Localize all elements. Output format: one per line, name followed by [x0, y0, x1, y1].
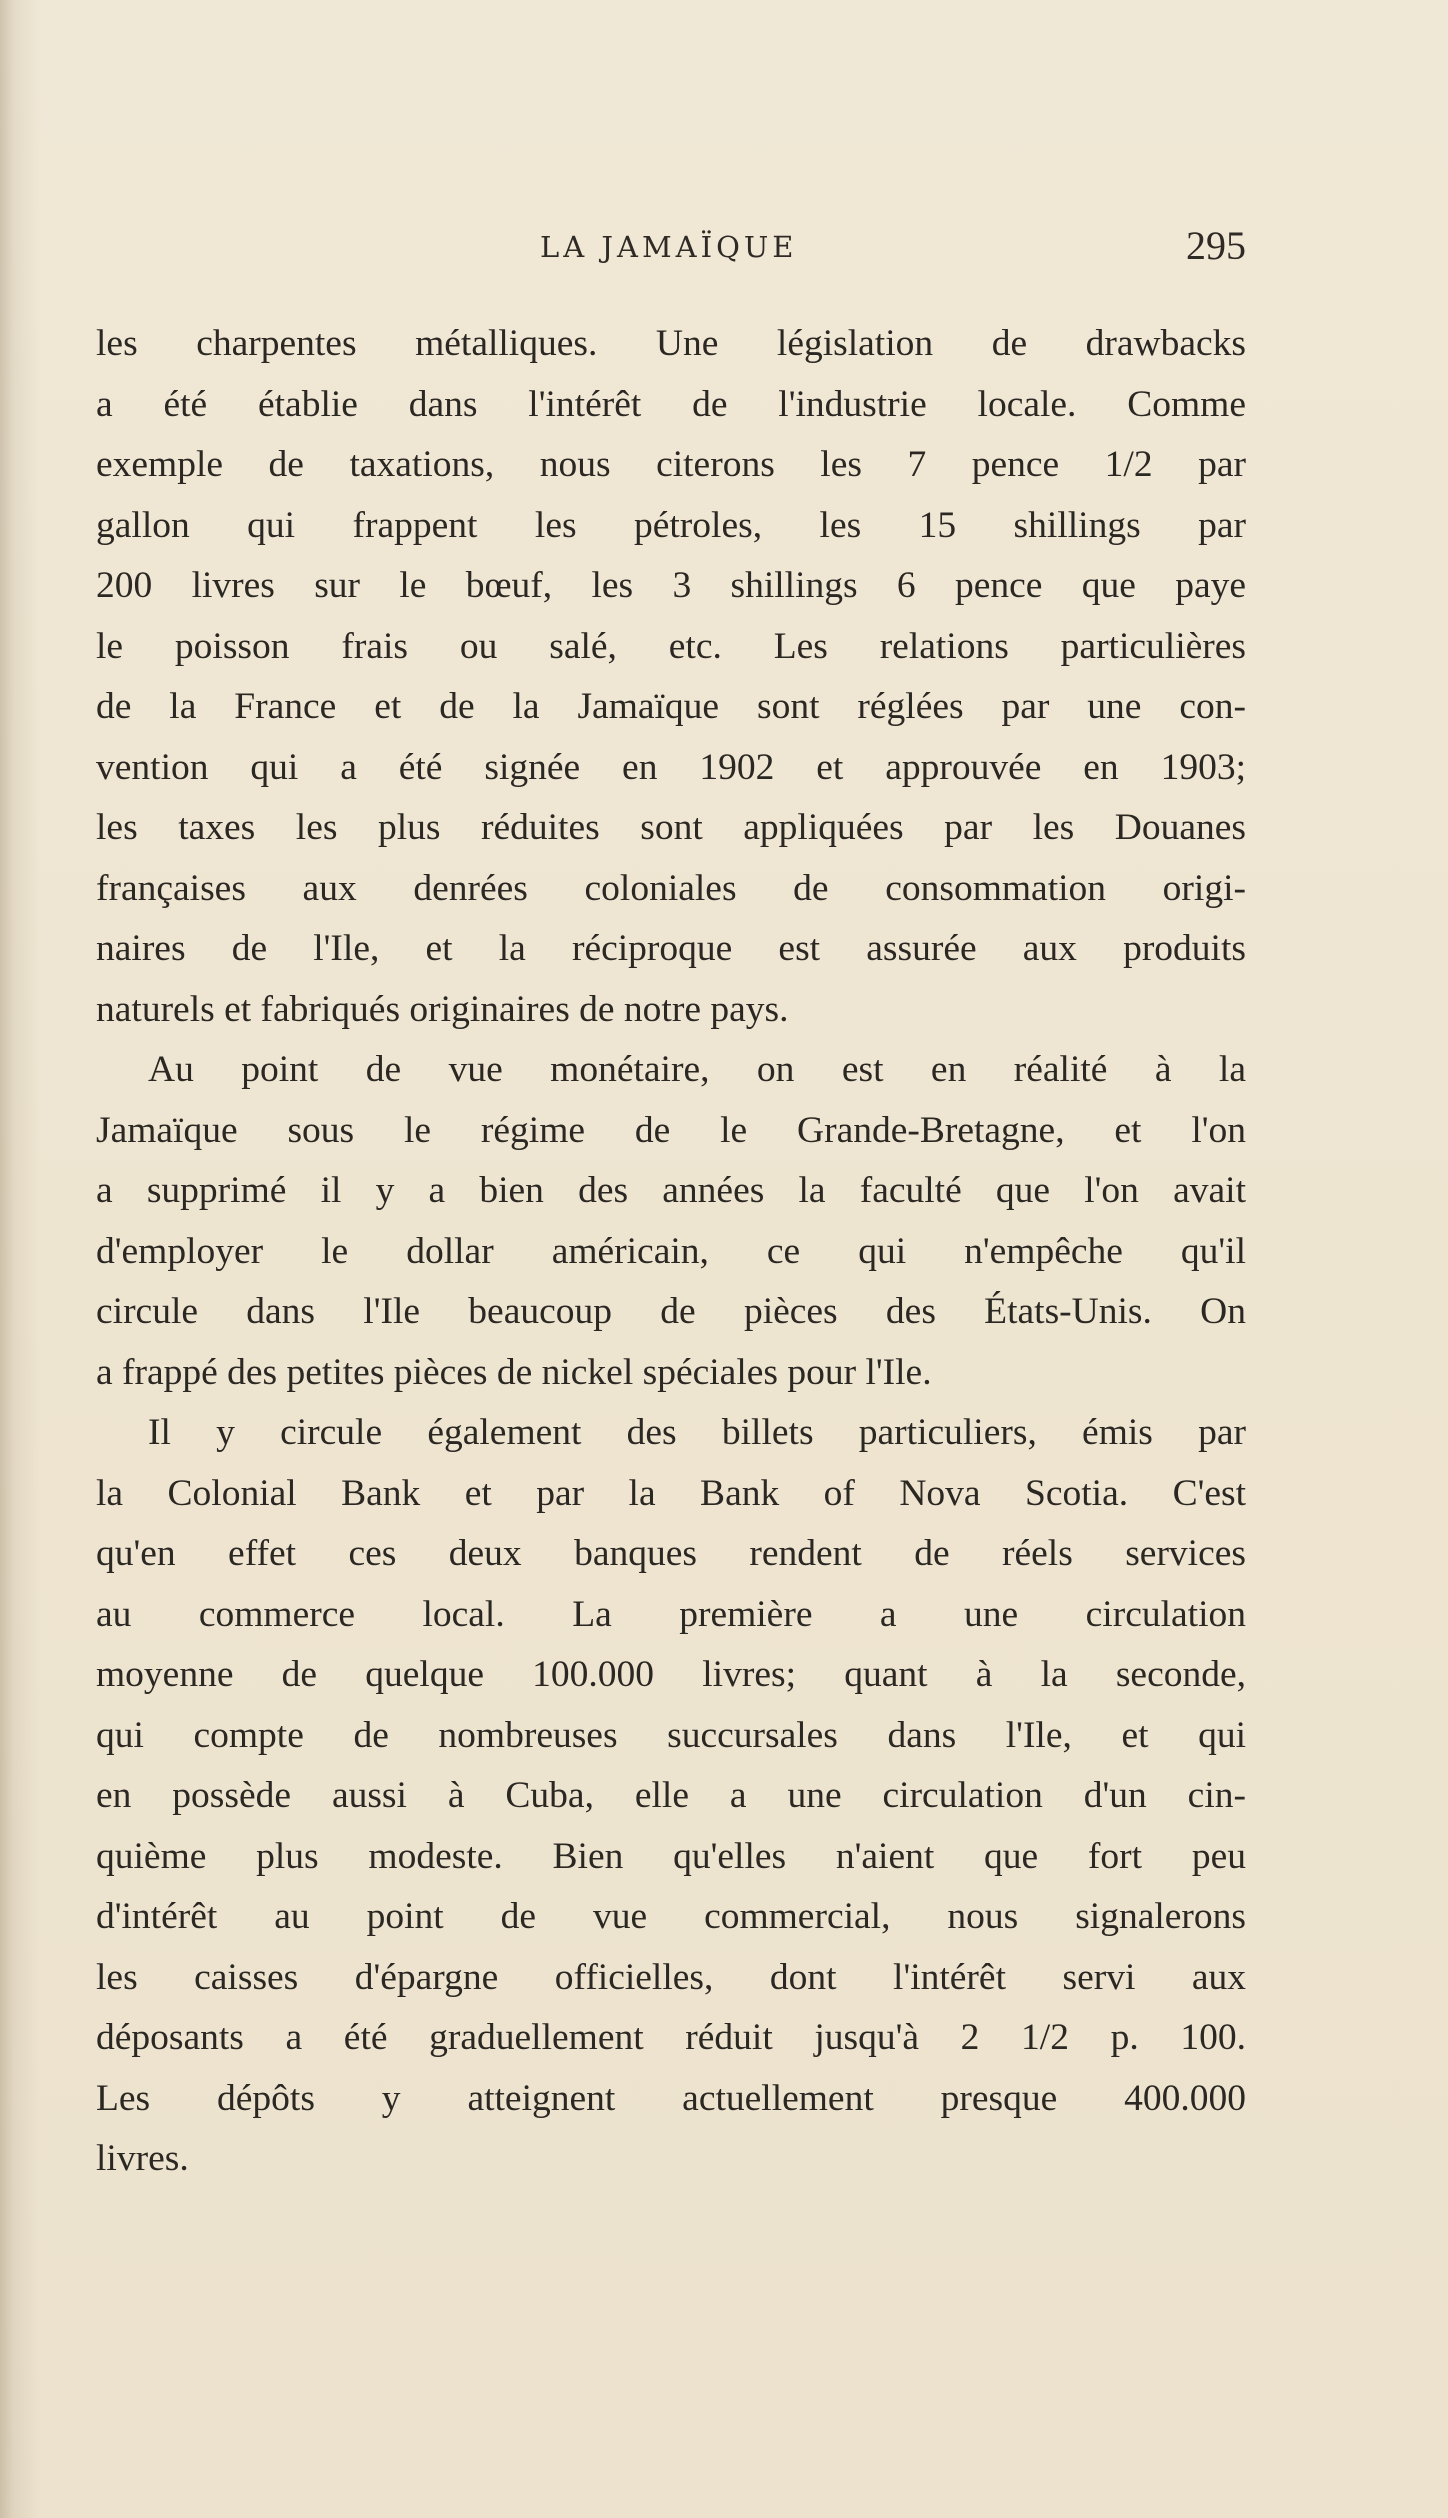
page-number: 295: [1186, 223, 1246, 268]
text-line: françaises aux denrées coloniales de consommation origi-: [96, 867, 1246, 909]
paragraph-tariffs: [96, 314, 1246, 1040]
text-line: déposants a été graduellement réduit jusqu'à 2 1/2 p. 100.: [96, 2017, 1246, 2058]
text-line: les caisses d'épargne officielles, dont l'intérêt servi aux: [96, 1956, 1246, 1998]
text-line: de la France et de la Jamaïque sont réglées par une con-: [96, 686, 1246, 727]
text-line: 200 livres sur le bœuf, les 3 shillings 6 pence que paye: [96, 565, 1246, 606]
text-line: exemple de taxations, nous citerons les 7 pence 1/2 par: [96, 444, 1246, 485]
text-line: les taxes les plus réduites sont appliquées par les Douanes: [96, 807, 1246, 848]
body-text: [96, 314, 1246, 2190]
text-line: Au point de vue monétaire, on est en réalité à la: [148, 1049, 1246, 1090]
text-line: d'employer le dollar américain, ce qui n'empêche qu'il: [96, 1230, 1246, 1272]
paragraph-monetary: [96, 1040, 1246, 1403]
text-line: le poisson frais ou salé, etc. Les relations particulières: [96, 625, 1246, 667]
text-line: naires de l'Ile, et la réciproque est assurée aux produits: [96, 928, 1246, 969]
text-line: au commerce local. La première a une circulation: [96, 1593, 1246, 1635]
text-line: naturels et fabriqués originaires de notre pays.: [96, 988, 789, 1030]
text-line: a été établie dans l'intérêt de l'industrie locale. Comme: [96, 383, 1246, 425]
text-line: livres.: [96, 2138, 189, 2179]
text-line: Jamaïque sous le régime de le Grande-Bretagne, et l'on: [96, 1109, 1246, 1151]
text-line: quième plus modeste. Bien qu'elles n'aient que fort peu: [96, 1835, 1246, 1877]
paragraph-banknotes: [96, 1403, 1246, 2190]
page-header: [96, 223, 1246, 276]
text-line: en possède aussi à Cuba, elle a une circulation d'un cin-: [96, 1775, 1246, 1816]
text-line: moyenne de quelque 100.000 livres; quant à la seconde,: [96, 1654, 1246, 1695]
text-line: d'intérêt au point de vue commercial, nous signalerons: [96, 1896, 1246, 1937]
text-line: a supprimé il y a bien des années la faculté que l'on avait: [96, 1170, 1246, 1211]
text-line: circule dans l'Ile beaucoup de pièces des États-Unis. On: [96, 1291, 1246, 1332]
text-line: qu'en effet ces deux banques rendent de réels services: [96, 1533, 1246, 1574]
text-line: les charpentes métalliques. Une législation de drawbacks: [96, 323, 1246, 364]
text-line: a frappé des petites pièces de nickel spéciales pour l'Ile.: [96, 1351, 932, 1393]
text-line: la Colonial Bank et par la Bank of Nova Scotia. C'est: [96, 1472, 1246, 1514]
text-line: qui compte de nombreuses succursales dans l'Ile, et qui: [96, 1714, 1246, 1756]
text-line: gallon qui frappent les pétroles, les 15 shillings par: [96, 504, 1246, 546]
text-line: Il y circule également des billets particuliers, émis par: [148, 1412, 1246, 1453]
running-title: LA JAMAÏQUE: [540, 230, 798, 264]
text-line: Les dépôts y atteignent actuellement presque 400.000: [96, 2077, 1246, 2119]
text-line: vention qui a été signée en 1902 et approuvée en 1903;: [96, 746, 1246, 788]
